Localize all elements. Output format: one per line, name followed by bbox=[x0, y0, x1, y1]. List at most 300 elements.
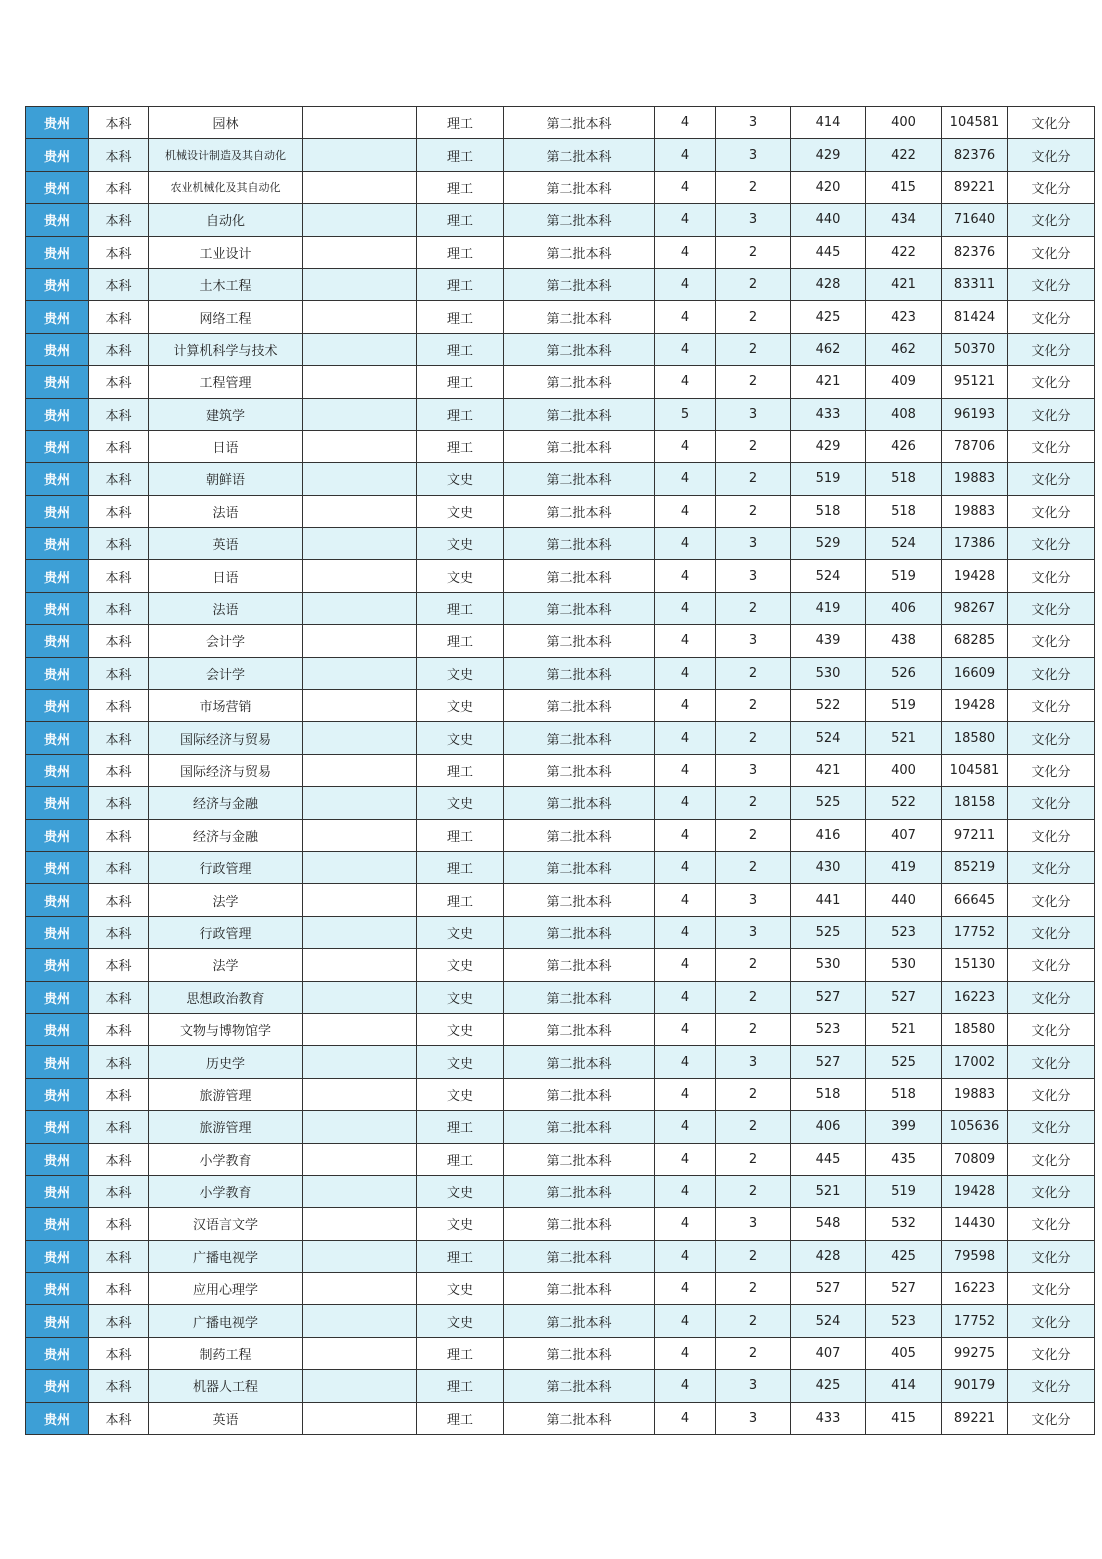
min-score-cell: 519 bbox=[866, 560, 942, 592]
max-score-cell: 523 bbox=[791, 1013, 866, 1045]
count-cell: 3 bbox=[716, 107, 791, 139]
level-cell: 本科 bbox=[89, 787, 149, 819]
count-cell: 2 bbox=[716, 722, 791, 754]
province-cell: 贵州 bbox=[26, 1337, 89, 1369]
level-cell: 本科 bbox=[89, 1305, 149, 1337]
years-cell: 4 bbox=[655, 1305, 716, 1337]
batch-cell: 第二批本科 bbox=[504, 981, 655, 1013]
score-type-cell: 文化分 bbox=[1008, 657, 1095, 689]
note-cell bbox=[303, 495, 417, 527]
years-cell: 4 bbox=[655, 1370, 716, 1402]
province-cell: 贵州 bbox=[26, 139, 89, 171]
max-score-cell: 524 bbox=[791, 560, 866, 592]
min-score-cell: 522 bbox=[866, 787, 942, 819]
major-cell: 建筑学 bbox=[149, 398, 303, 430]
count-cell: 2 bbox=[716, 1305, 791, 1337]
table-row bbox=[26, 333, 1095, 365]
major-cell: 旅游管理 bbox=[149, 1111, 303, 1143]
level-cell: 本科 bbox=[89, 268, 149, 300]
province-cell: 贵州 bbox=[26, 204, 89, 236]
rank-cell: 17002 bbox=[942, 1046, 1008, 1078]
score-type-cell: 文化分 bbox=[1008, 1370, 1095, 1402]
max-score-cell: 421 bbox=[791, 754, 866, 786]
category-cell: 理工 bbox=[417, 754, 504, 786]
table-row bbox=[26, 657, 1095, 689]
province-cell: 贵州 bbox=[26, 528, 89, 560]
province-cell: 贵州 bbox=[26, 1078, 89, 1110]
major-cell: 行政管理 bbox=[149, 851, 303, 883]
score-type-cell: 文化分 bbox=[1008, 463, 1095, 495]
years-cell: 4 bbox=[655, 1078, 716, 1110]
note-cell bbox=[303, 851, 417, 883]
score-type-cell: 文化分 bbox=[1008, 398, 1095, 430]
category-cell: 理工 bbox=[417, 139, 504, 171]
table-row bbox=[26, 1013, 1095, 1045]
min-score-cell: 408 bbox=[866, 398, 942, 430]
major-cell: 网络工程 bbox=[149, 301, 303, 333]
table-row bbox=[26, 819, 1095, 851]
years-cell: 4 bbox=[655, 171, 716, 203]
max-score-cell: 429 bbox=[791, 430, 866, 462]
max-score-cell: 530 bbox=[791, 657, 866, 689]
table-row bbox=[26, 1273, 1095, 1305]
table-row bbox=[26, 787, 1095, 819]
category-cell: 理工 bbox=[417, 398, 504, 430]
level-cell: 本科 bbox=[89, 625, 149, 657]
years-cell: 4 bbox=[655, 1013, 716, 1045]
count-cell: 2 bbox=[716, 1078, 791, 1110]
rank-cell: 95121 bbox=[942, 366, 1008, 398]
note-cell bbox=[303, 981, 417, 1013]
count-cell: 3 bbox=[716, 1208, 791, 1240]
table-row bbox=[26, 398, 1095, 430]
years-cell: 4 bbox=[655, 139, 716, 171]
category-cell: 理工 bbox=[417, 430, 504, 462]
province-cell: 贵州 bbox=[26, 301, 89, 333]
score-type-cell: 文化分 bbox=[1008, 1337, 1095, 1369]
score-type-cell: 文化分 bbox=[1008, 949, 1095, 981]
major-cell: 经济与金融 bbox=[149, 787, 303, 819]
province-cell: 贵州 bbox=[26, 722, 89, 754]
rank-cell: 96193 bbox=[942, 398, 1008, 430]
major-cell: 英语 bbox=[149, 528, 303, 560]
level-cell: 本科 bbox=[89, 981, 149, 1013]
table-row bbox=[26, 1370, 1095, 1402]
years-cell: 4 bbox=[655, 1111, 716, 1143]
table-row bbox=[26, 560, 1095, 592]
batch-cell: 第二批本科 bbox=[504, 851, 655, 883]
level-cell: 本科 bbox=[89, 430, 149, 462]
years-cell: 4 bbox=[655, 1273, 716, 1305]
batch-cell: 第二批本科 bbox=[504, 625, 655, 657]
table-row bbox=[26, 981, 1095, 1013]
batch-cell: 第二批本科 bbox=[504, 1240, 655, 1272]
max-score-cell: 527 bbox=[791, 1273, 866, 1305]
major-cell: 日语 bbox=[149, 560, 303, 592]
min-score-cell: 518 bbox=[866, 463, 942, 495]
category-cell: 理工 bbox=[417, 333, 504, 365]
score-type-cell: 文化分 bbox=[1008, 171, 1095, 203]
category-cell: 文史 bbox=[417, 1078, 504, 1110]
table-row bbox=[26, 1337, 1095, 1369]
rank-cell: 105636 bbox=[942, 1111, 1008, 1143]
category-cell: 理工 bbox=[417, 1402, 504, 1434]
note-cell bbox=[303, 690, 417, 722]
major-cell: 法学 bbox=[149, 884, 303, 916]
score-type-cell: 文化分 bbox=[1008, 722, 1095, 754]
category-cell: 文史 bbox=[417, 1046, 504, 1078]
province-cell: 贵州 bbox=[26, 560, 89, 592]
note-cell bbox=[303, 204, 417, 236]
rank-cell: 89221 bbox=[942, 1402, 1008, 1434]
max-score-cell: 521 bbox=[791, 1175, 866, 1207]
province-cell: 贵州 bbox=[26, 107, 89, 139]
count-cell: 2 bbox=[716, 171, 791, 203]
category-cell: 理工 bbox=[417, 592, 504, 624]
major-cell: 工业设计 bbox=[149, 236, 303, 268]
batch-cell: 第二批本科 bbox=[504, 430, 655, 462]
rank-cell: 14430 bbox=[942, 1208, 1008, 1240]
batch-cell: 第二批本科 bbox=[504, 1013, 655, 1045]
category-cell: 理工 bbox=[417, 1143, 504, 1175]
count-cell: 3 bbox=[716, 1370, 791, 1402]
score-type-cell: 文化分 bbox=[1008, 1013, 1095, 1045]
count-cell: 2 bbox=[716, 1013, 791, 1045]
min-score-cell: 518 bbox=[866, 495, 942, 527]
table-row bbox=[26, 463, 1095, 495]
rank-cell: 18158 bbox=[942, 787, 1008, 819]
province-cell: 贵州 bbox=[26, 592, 89, 624]
table-row bbox=[26, 301, 1095, 333]
major-cell: 行政管理 bbox=[149, 916, 303, 948]
level-cell: 本科 bbox=[89, 657, 149, 689]
table-row bbox=[26, 884, 1095, 916]
batch-cell: 第二批本科 bbox=[504, 1175, 655, 1207]
batch-cell: 第二批本科 bbox=[504, 754, 655, 786]
province-cell: 贵州 bbox=[26, 463, 89, 495]
note-cell bbox=[303, 333, 417, 365]
rank-cell: 104581 bbox=[942, 107, 1008, 139]
min-score-cell: 423 bbox=[866, 301, 942, 333]
note-cell bbox=[303, 268, 417, 300]
major-cell: 应用心理学 bbox=[149, 1273, 303, 1305]
max-score-cell: 519 bbox=[791, 463, 866, 495]
province-cell: 贵州 bbox=[26, 916, 89, 948]
category-cell: 理工 bbox=[417, 625, 504, 657]
level-cell: 本科 bbox=[89, 592, 149, 624]
note-cell bbox=[303, 1273, 417, 1305]
min-score-cell: 422 bbox=[866, 236, 942, 268]
max-score-cell: 522 bbox=[791, 690, 866, 722]
note-cell bbox=[303, 1078, 417, 1110]
table-row bbox=[26, 139, 1095, 171]
province-cell: 贵州 bbox=[26, 787, 89, 819]
years-cell: 4 bbox=[655, 625, 716, 657]
rank-cell: 15130 bbox=[942, 949, 1008, 981]
rank-cell: 18580 bbox=[942, 722, 1008, 754]
major-cell: 农业机械化及其自动化 bbox=[149, 171, 303, 203]
rank-cell: 79598 bbox=[942, 1240, 1008, 1272]
max-score-cell: 445 bbox=[791, 236, 866, 268]
rank-cell: 82376 bbox=[942, 139, 1008, 171]
count-cell: 2 bbox=[716, 301, 791, 333]
major-cell: 会计学 bbox=[149, 657, 303, 689]
major-cell: 广播电视学 bbox=[149, 1305, 303, 1337]
years-cell: 4 bbox=[655, 107, 716, 139]
note-cell bbox=[303, 722, 417, 754]
max-score-cell: 414 bbox=[791, 107, 866, 139]
max-score-cell: 525 bbox=[791, 787, 866, 819]
category-cell: 文史 bbox=[417, 528, 504, 560]
score-type-cell: 文化分 bbox=[1008, 204, 1095, 236]
batch-cell: 第二批本科 bbox=[504, 301, 655, 333]
batch-cell: 第二批本科 bbox=[504, 171, 655, 203]
rank-cell: 97211 bbox=[942, 819, 1008, 851]
count-cell: 2 bbox=[716, 463, 791, 495]
province-cell: 贵州 bbox=[26, 236, 89, 268]
rank-cell: 78706 bbox=[942, 430, 1008, 462]
table-row bbox=[26, 430, 1095, 462]
category-cell: 理工 bbox=[417, 171, 504, 203]
province-cell: 贵州 bbox=[26, 1273, 89, 1305]
table-row bbox=[26, 1240, 1095, 1272]
max-score-cell: 441 bbox=[791, 884, 866, 916]
score-type-cell: 文化分 bbox=[1008, 366, 1095, 398]
batch-cell: 第二批本科 bbox=[504, 139, 655, 171]
score-type-cell: 文化分 bbox=[1008, 495, 1095, 527]
province-cell: 贵州 bbox=[26, 1111, 89, 1143]
count-cell: 2 bbox=[716, 1240, 791, 1272]
batch-cell: 第二批本科 bbox=[504, 1078, 655, 1110]
min-score-cell: 421 bbox=[866, 268, 942, 300]
rank-cell: 19883 bbox=[942, 463, 1008, 495]
years-cell: 5 bbox=[655, 398, 716, 430]
note-cell bbox=[303, 1370, 417, 1402]
level-cell: 本科 bbox=[89, 236, 149, 268]
count-cell: 2 bbox=[716, 1111, 791, 1143]
max-score-cell: 433 bbox=[791, 1402, 866, 1434]
score-type-cell: 文化分 bbox=[1008, 1240, 1095, 1272]
count-cell: 2 bbox=[716, 851, 791, 883]
years-cell: 4 bbox=[655, 851, 716, 883]
batch-cell: 第二批本科 bbox=[504, 819, 655, 851]
rank-cell: 89221 bbox=[942, 171, 1008, 203]
province-cell: 贵州 bbox=[26, 1046, 89, 1078]
level-cell: 本科 bbox=[89, 722, 149, 754]
table-row bbox=[26, 851, 1095, 883]
note-cell bbox=[303, 787, 417, 819]
rank-cell: 98267 bbox=[942, 592, 1008, 624]
score-type-cell: 文化分 bbox=[1008, 268, 1095, 300]
rank-cell: 71640 bbox=[942, 204, 1008, 236]
major-cell: 旅游管理 bbox=[149, 1078, 303, 1110]
level-cell: 本科 bbox=[89, 1143, 149, 1175]
note-cell bbox=[303, 398, 417, 430]
category-cell: 文史 bbox=[417, 657, 504, 689]
province-cell: 贵州 bbox=[26, 1370, 89, 1402]
major-cell: 自动化 bbox=[149, 204, 303, 236]
table-row bbox=[26, 1078, 1095, 1110]
table-row bbox=[26, 1143, 1095, 1175]
level-cell: 本科 bbox=[89, 819, 149, 851]
major-cell: 小学教育 bbox=[149, 1175, 303, 1207]
category-cell: 文史 bbox=[417, 495, 504, 527]
note-cell bbox=[303, 301, 417, 333]
batch-cell: 第二批本科 bbox=[504, 204, 655, 236]
years-cell: 4 bbox=[655, 1046, 716, 1078]
level-cell: 本科 bbox=[89, 204, 149, 236]
min-score-cell: 414 bbox=[866, 1370, 942, 1402]
max-score-cell: 445 bbox=[791, 1143, 866, 1175]
note-cell bbox=[303, 430, 417, 462]
province-cell: 贵州 bbox=[26, 398, 89, 430]
count-cell: 3 bbox=[716, 1046, 791, 1078]
max-score-cell: 527 bbox=[791, 1046, 866, 1078]
level-cell: 本科 bbox=[89, 754, 149, 786]
major-cell: 工程管理 bbox=[149, 366, 303, 398]
batch-cell: 第二批本科 bbox=[504, 1143, 655, 1175]
min-score-cell: 407 bbox=[866, 819, 942, 851]
score-type-cell: 文化分 bbox=[1008, 787, 1095, 819]
min-score-cell: 527 bbox=[866, 981, 942, 1013]
min-score-cell: 422 bbox=[866, 139, 942, 171]
batch-cell: 第二批本科 bbox=[504, 787, 655, 819]
batch-cell: 第二批本科 bbox=[504, 949, 655, 981]
level-cell: 本科 bbox=[89, 1337, 149, 1369]
min-score-cell: 399 bbox=[866, 1111, 942, 1143]
level-cell: 本科 bbox=[89, 1111, 149, 1143]
category-cell: 理工 bbox=[417, 851, 504, 883]
note-cell bbox=[303, 1013, 417, 1045]
batch-cell: 第二批本科 bbox=[504, 333, 655, 365]
rank-cell: 85219 bbox=[942, 851, 1008, 883]
batch-cell: 第二批本科 bbox=[504, 1370, 655, 1402]
province-cell: 贵州 bbox=[26, 171, 89, 203]
category-cell: 理工 bbox=[417, 107, 504, 139]
major-cell: 小学教育 bbox=[149, 1143, 303, 1175]
note-cell bbox=[303, 754, 417, 786]
table-row bbox=[26, 690, 1095, 722]
years-cell: 4 bbox=[655, 463, 716, 495]
min-score-cell: 527 bbox=[866, 1273, 942, 1305]
category-cell: 理工 bbox=[417, 366, 504, 398]
max-score-cell: 530 bbox=[791, 949, 866, 981]
batch-cell: 第二批本科 bbox=[504, 657, 655, 689]
count-cell: 3 bbox=[716, 139, 791, 171]
min-score-cell: 532 bbox=[866, 1208, 942, 1240]
batch-cell: 第二批本科 bbox=[504, 560, 655, 592]
rank-cell: 16223 bbox=[942, 981, 1008, 1013]
years-cell: 4 bbox=[655, 430, 716, 462]
major-cell: 会计学 bbox=[149, 625, 303, 657]
min-score-cell: 415 bbox=[866, 171, 942, 203]
note-cell bbox=[303, 625, 417, 657]
rank-cell: 70809 bbox=[942, 1143, 1008, 1175]
province-cell: 贵州 bbox=[26, 819, 89, 851]
note-cell bbox=[303, 463, 417, 495]
years-cell: 4 bbox=[655, 1240, 716, 1272]
score-type-cell: 文化分 bbox=[1008, 1111, 1095, 1143]
years-cell: 4 bbox=[655, 949, 716, 981]
category-cell: 文史 bbox=[417, 1013, 504, 1045]
rank-cell: 19428 bbox=[942, 1175, 1008, 1207]
max-score-cell: 419 bbox=[791, 592, 866, 624]
rank-cell: 81424 bbox=[942, 301, 1008, 333]
category-cell: 文史 bbox=[417, 690, 504, 722]
min-score-cell: 523 bbox=[866, 916, 942, 948]
rank-cell: 17386 bbox=[942, 528, 1008, 560]
batch-cell: 第二批本科 bbox=[504, 1305, 655, 1337]
level-cell: 本科 bbox=[89, 1402, 149, 1434]
major-cell: 机器人工程 bbox=[149, 1370, 303, 1402]
category-cell: 理工 bbox=[417, 301, 504, 333]
note-cell bbox=[303, 1143, 417, 1175]
count-cell: 3 bbox=[716, 398, 791, 430]
min-score-cell: 434 bbox=[866, 204, 942, 236]
province-cell: 贵州 bbox=[26, 1013, 89, 1045]
min-score-cell: 415 bbox=[866, 1402, 942, 1434]
level-cell: 本科 bbox=[89, 560, 149, 592]
score-type-cell: 文化分 bbox=[1008, 1046, 1095, 1078]
batch-cell: 第二批本科 bbox=[504, 268, 655, 300]
category-cell: 理工 bbox=[417, 1111, 504, 1143]
table-row bbox=[26, 171, 1095, 203]
admission-score-table bbox=[25, 106, 1095, 1435]
note-cell bbox=[303, 560, 417, 592]
years-cell: 4 bbox=[655, 690, 716, 722]
min-score-cell: 400 bbox=[866, 754, 942, 786]
province-cell: 贵州 bbox=[26, 495, 89, 527]
major-cell: 广播电视学 bbox=[149, 1240, 303, 1272]
max-score-cell: 407 bbox=[791, 1337, 866, 1369]
major-cell: 日语 bbox=[149, 430, 303, 462]
score-type-cell: 文化分 bbox=[1008, 884, 1095, 916]
major-cell: 计算机科学与技术 bbox=[149, 333, 303, 365]
note-cell bbox=[303, 236, 417, 268]
batch-cell: 第二批本科 bbox=[504, 463, 655, 495]
table-row bbox=[26, 107, 1095, 139]
batch-cell: 第二批本科 bbox=[504, 1402, 655, 1434]
table-row bbox=[26, 1111, 1095, 1143]
max-score-cell: 518 bbox=[791, 495, 866, 527]
level-cell: 本科 bbox=[89, 851, 149, 883]
count-cell: 3 bbox=[716, 625, 791, 657]
major-cell: 历史学 bbox=[149, 1046, 303, 1078]
level-cell: 本科 bbox=[89, 398, 149, 430]
count-cell: 2 bbox=[716, 333, 791, 365]
max-score-cell: 429 bbox=[791, 139, 866, 171]
min-score-cell: 406 bbox=[866, 592, 942, 624]
max-score-cell: 425 bbox=[791, 301, 866, 333]
count-cell: 3 bbox=[716, 916, 791, 948]
max-score-cell: 425 bbox=[791, 1370, 866, 1402]
count-cell: 2 bbox=[716, 690, 791, 722]
table-row bbox=[26, 1175, 1095, 1207]
province-cell: 贵州 bbox=[26, 1208, 89, 1240]
table-row bbox=[26, 1046, 1095, 1078]
major-cell: 文物与博物馆学 bbox=[149, 1013, 303, 1045]
table-row bbox=[26, 722, 1095, 754]
category-cell: 理工 bbox=[417, 1337, 504, 1369]
major-cell: 国际经济与贸易 bbox=[149, 754, 303, 786]
major-cell: 思想政治教育 bbox=[149, 981, 303, 1013]
years-cell: 4 bbox=[655, 1337, 716, 1369]
level-cell: 本科 bbox=[89, 463, 149, 495]
count-cell: 2 bbox=[716, 1143, 791, 1175]
max-score-cell: 420 bbox=[791, 171, 866, 203]
min-score-cell: 409 bbox=[866, 366, 942, 398]
count-cell: 2 bbox=[716, 592, 791, 624]
